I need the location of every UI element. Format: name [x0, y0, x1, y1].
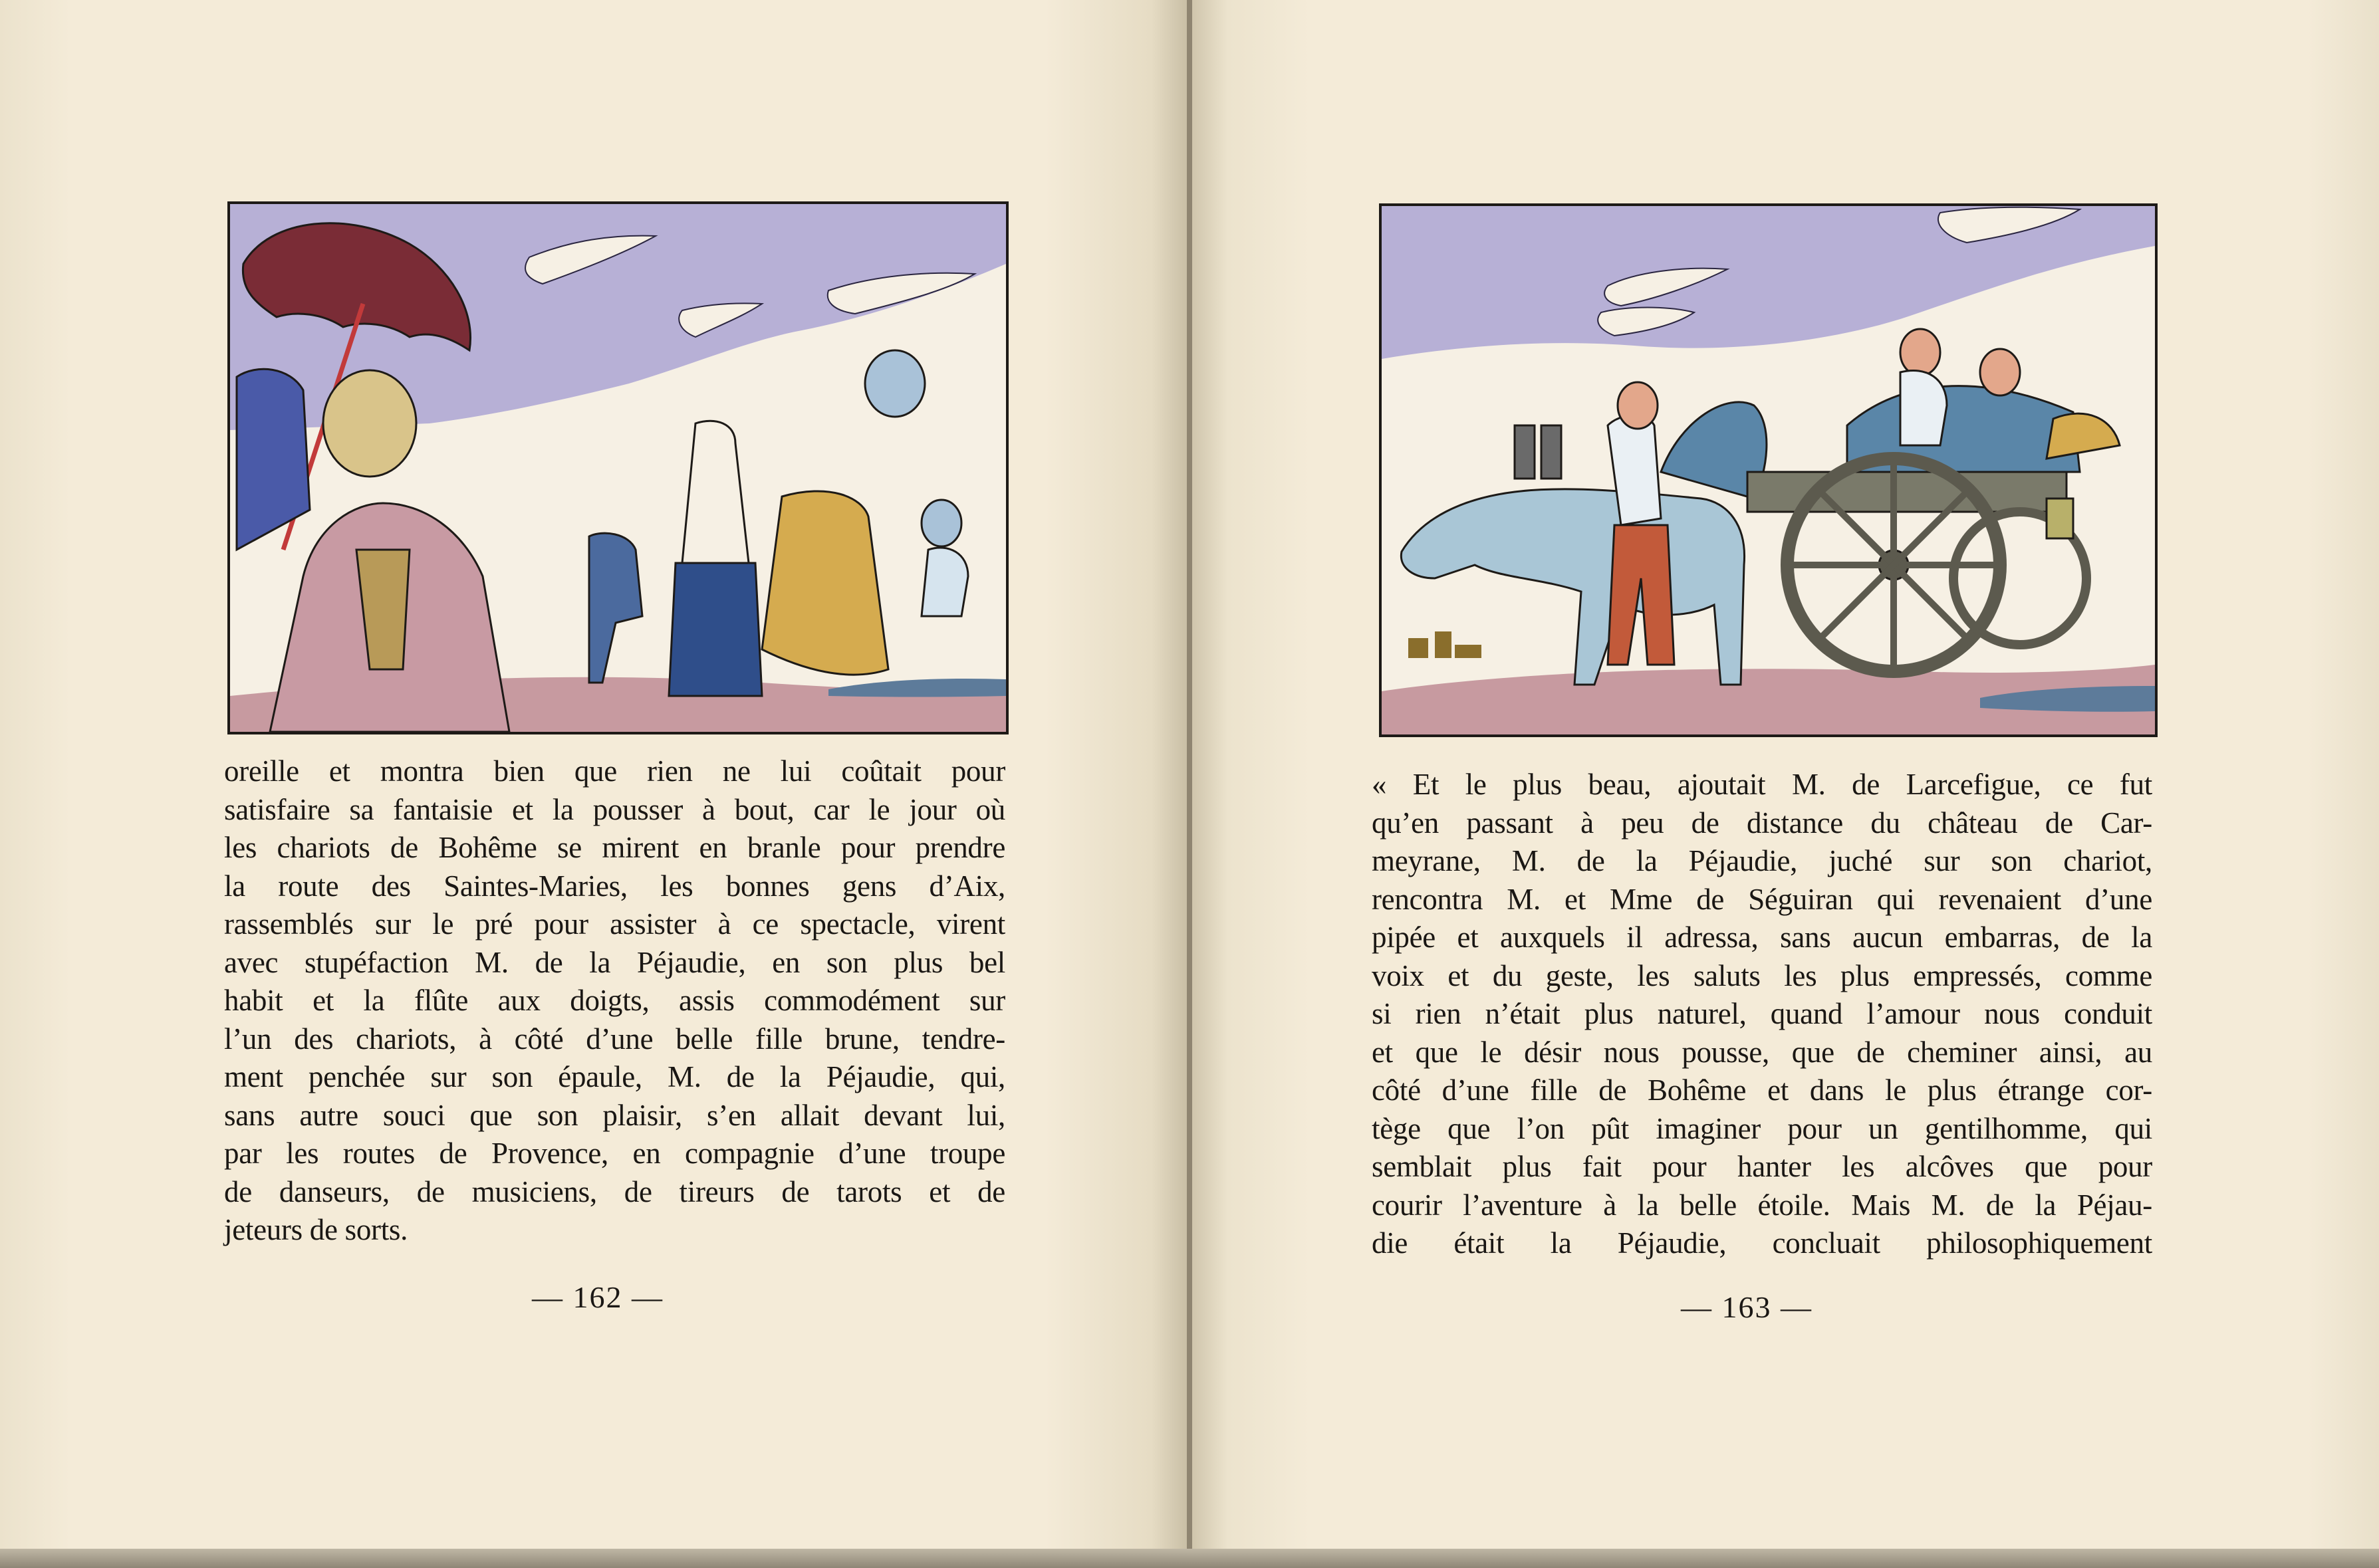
text-line: rencontra M. et Mme de Séguiran qui revenaient d’une	[1372, 882, 2152, 916]
text-line: satisfaire sa fantaisie et la pousser à bout, car le jour où	[224, 792, 1005, 826]
text-line: côté d’une fille de Bohême et dans le plus étrange cor-	[1372, 1073, 2152, 1107]
text-line: par les routes de Provence, en compagnie d’une troupe	[224, 1137, 1005, 1170]
text-line: « Et le plus beau, ajoutait M. de Larcefigue, ce fut	[1372, 768, 2152, 801]
text-line: sans autre souci que son plaisir, s’en allait devant lui,	[224, 1098, 1005, 1132]
text-line: die était la Péjaudie, concluait philosophiquement	[1372, 1226, 2152, 1260]
text-line: l’un des chariots, à côté d’une belle fille brune, tendre-	[224, 1022, 1005, 1056]
text-line: meyrane, M. de la Péjaudie, juché sur son chariot,	[1372, 844, 2152, 877]
text-line: les chariots de Bohême se mirent en branle pour prendre	[224, 831, 1005, 864]
text-line: pipée et auxquels il adressa, sans aucun embarras, de la	[1372, 921, 2152, 954]
text-line: voix et du geste, les saluts les plus empressés, comme	[1372, 958, 2152, 992]
text-line: la route des Saintes-Maries, les bonnes gens d’Aix,	[224, 869, 1005, 903]
text-line: oreille et montra bien que rien ne lui coûtait pour	[224, 754, 1005, 788]
gypsy-procession-picture	[230, 204, 1006, 732]
page-number-163: — 163 —	[1681, 1290, 1813, 1324]
right-illustration	[1379, 203, 2158, 737]
text-line: si rien n’était plus naturel, quand l’amour nous conduit	[1372, 997, 2152, 1030]
text-line: et que le désir nous pousse, que de cheminer ainsi, au	[1372, 1035, 2152, 1069]
text-line: semblait plus fait pour hanter les alcôves que pour	[1372, 1150, 2152, 1183]
text-line: courir l’aventure à la belle étoile. Mais M. de la Péjau-	[1372, 1188, 2152, 1222]
text-line: qu’en passant à peu de distance du château de Car-	[1372, 806, 2152, 840]
left-page	[0, 0, 1187, 1568]
text-line: habit et la flûte aux doigts, assis commodément sur	[224, 984, 1005, 1017]
text-line: avec stupéfaction M. de la Péjaudie, en son plus bel	[224, 945, 1005, 979]
cart-and-horse-picture	[1382, 206, 2155, 734]
text-line: ment penchée sur son épaule, M. de la Péjaudie, qui,	[224, 1060, 1005, 1093]
right-page-text	[1372, 766, 2152, 1263]
right-page	[1192, 0, 2379, 1568]
left-page-text	[224, 752, 1005, 1250]
page-bottom-edge	[0, 1549, 2379, 1568]
text-line: jeteurs de sorts.	[224, 1213, 408, 1246]
text-line: rassemblés sur le pré pour assister à ce spectacle, virent	[224, 907, 1005, 941]
text-line: tège que l’on pût imaginer pour un gentilhomme, qui	[1372, 1111, 2152, 1145]
page-number-162: — 162 —	[532, 1280, 664, 1314]
text-line: de danseurs, de musiciens, de tireurs de tarots et de	[224, 1175, 1005, 1208]
book-gutter	[1187, 0, 1192, 1568]
left-illustration	[227, 201, 1009, 734]
